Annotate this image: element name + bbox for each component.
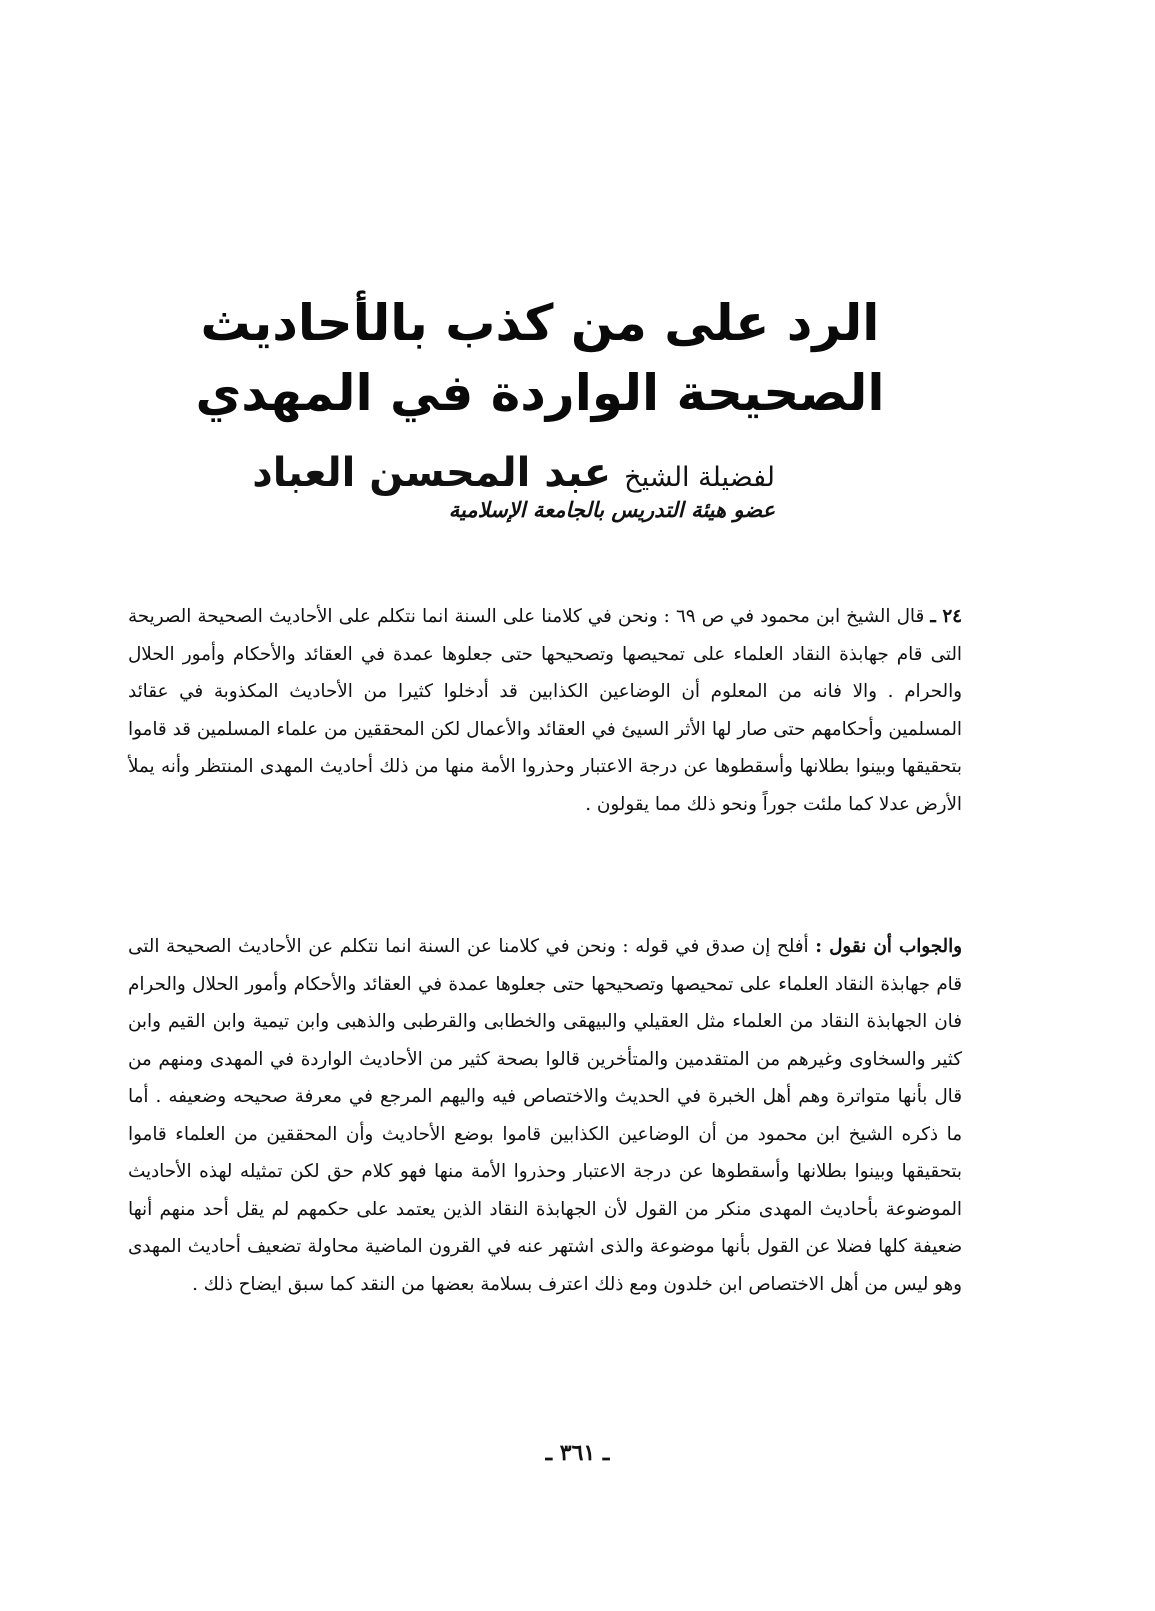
article-title: الرد على من كذب بالأحاديث الصحيحة الواردة في المهدي [195, 294, 885, 422]
paragraph-lead: ٢٤ ـ [930, 606, 962, 627]
paragraph-question [128, 598, 962, 823]
paragraph-text: قال الشيخ ابن محمود في ص ٦٩ : ونحن في كلامنا على السنة انما نتكلم على الأحاديث الصحيحة الصريحة التى قام جهابذة النقاد العلماء على تمحيصها وتصحيحها حتى جعلوها عمدة في العقائد والأحكام وأمور الحلال والحرام . والا فانه من المعلوم أن الوضاعين الكذابين قد أدخلوا كثيرا من الأحاديث المكذوبة في عقائد المسلمين وأحكامهم حتى صار لها الأثر السيئ في العقائد والأعمال لكن المحققين من علماء المسلمين قد قاموا بتحقيقها وبينوا بطلانها وأسقطوها عن درجة الاعتبار وحذروا الأمة منها من ذلك أحاديث المهدى المنتظر وأنه يملأ الأرض عدلا كما ملئت جوراً ونحو ذلك مما يقولون . [128, 606, 962, 815]
author-affiliation: عضو هيئة التدريس بالجامعة الإسلامية [448, 498, 775, 522]
page-number: ـ ٣٦١ ـ [545, 1440, 610, 1466]
paragraph-text: أفلح إن صدق في قوله : ونحن في كلامنا عن السنة انما نتكلم عن الأحاديث الصحيحة التى قام جهابذة النقاد العلماء على تمحيصها وتصحيحها حتى جعلوها عمدة في العقائد والأحكام وأمور الحلال والحرام فان الجهابذة النقاد من العلماء مثل العقيلي والبيهقى والخطابى والقرطبى والذهبى وابن تيمية وابن القيم وابن كثير والسخاوى وغيرهم من المتقدمين والمتأخرين قالوا بصحة كثير من الأحاديث الواردة في المهدى ومنهم من قال بأنها متواترة وهم أهل الخبرة في الحديث والاختصاص فيه واليهم المرجع في معرفة صحيحه وضعيفه . أما ما ذكره الشيخ ابن محمود من أن الوضاعين الكذابين قاموا بوضع الأحاديث وأن المحققين من العلماء قاموا بتحقيقها وبينوا بطلانها وأسقطوها عن درجة الاعتبار وحذروا الأمة منها فهو كلام حق لكن تمثيله لهذه الأحاديث الموضوعة بأحاديث المهدى منكر من القول لأن الجهابذة النقاد الذين يعتمد على حكمهم لم يقل أحد منهم أنها ضعيفة كلها فضلا عن القول بأنها موضوعة والذى اشتهر عنه في القرون الماضية محاولة تضعيف أحاديث المهدى وهو ليس من أهل الاختصاص ابن خلدون ومع ذلك اعترف بسلامة بعضها من النقد كما سبق ايضاح ذلك . [128, 936, 962, 1295]
paragraph-lead: والجواب أن نقول : [815, 936, 963, 957]
paragraph-answer [128, 928, 962, 1303]
byline [130, 450, 775, 496]
article-header [130, 288, 950, 522]
byline-prefix: لفضيلة الشيخ [624, 462, 775, 493]
author-name: عبد المحسن العباد [252, 450, 612, 496]
